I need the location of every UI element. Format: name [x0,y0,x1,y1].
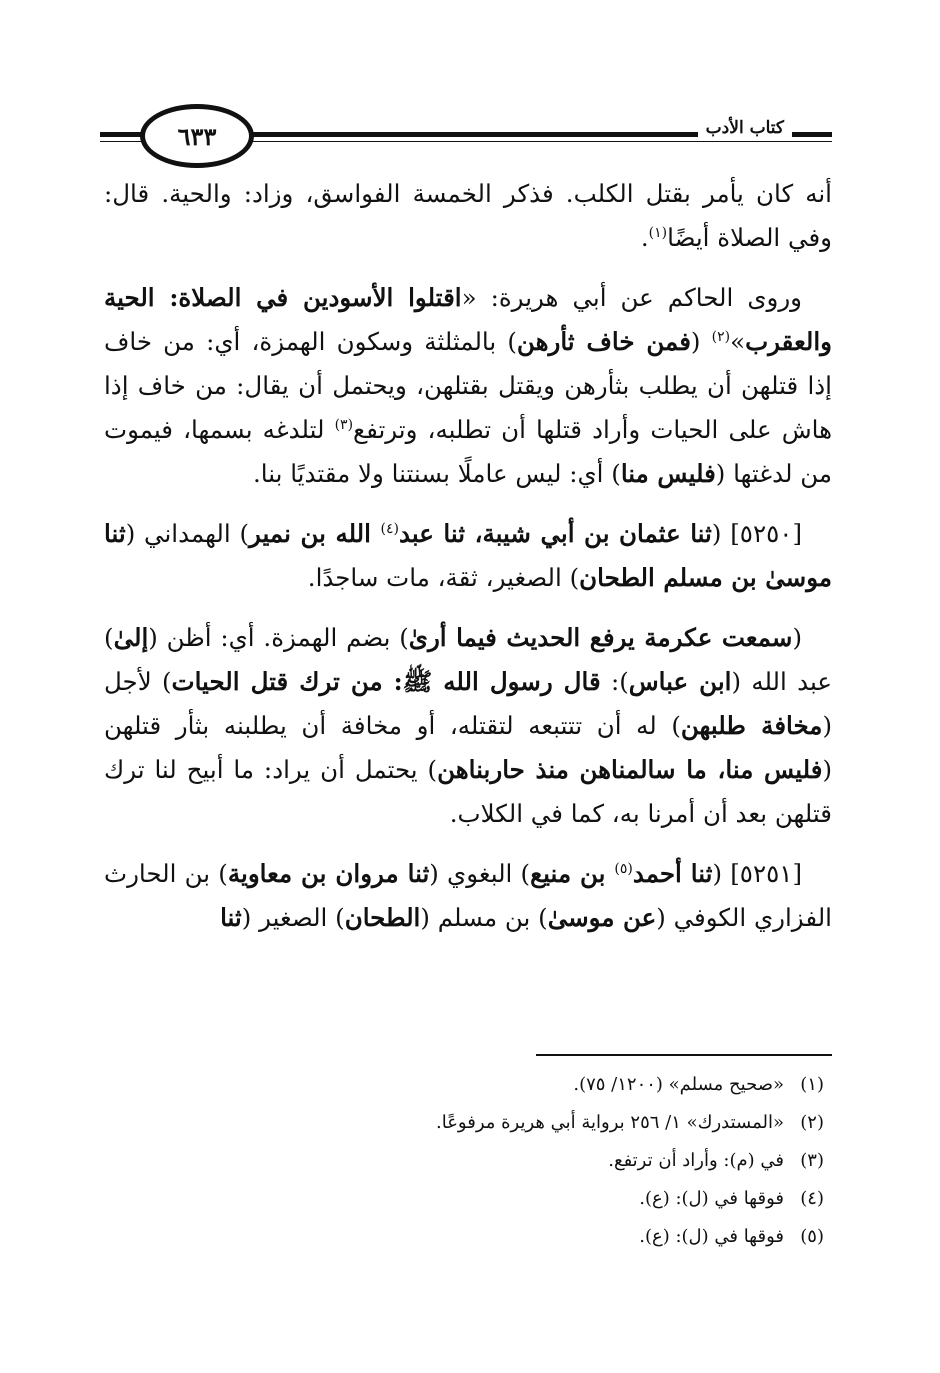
main-text [104,172,832,956]
paragraph [104,616,832,836]
text-run: ) بن مسلم ( [420,903,548,932]
text-run: لتلدغه بسمها، فيموت من لدغتها ( [104,415,832,488]
bold-text: ثنا أحمد [632,859,713,888]
paragraph [104,276,832,496]
footnote-number: (٣) [800,1150,824,1171]
footnote-number: (٢) [800,1112,824,1133]
bold-text: ابن عباس [628,667,732,696]
text-run: أنه كان يأمر بقتل الكلب. فذكر الخمسة الفواسق، وزاد: والحية. قال: وفي الصلاة أيضًا [104,179,832,252]
footnote-text: فوقها في (ل): (ع). [639,1226,784,1247]
bold-text: إلىٰ [113,623,149,652]
footnotes [104,1066,832,1256]
footnote [104,1104,832,1142]
paragraph [104,172,832,260]
text-run: ) بن الحارث الفزاري الكوفي ( [104,859,832,932]
footnote-text: في (م): وأراد أن ترتفع. [608,1150,784,1171]
text-run: ( [792,623,802,652]
bold-text: بن منيع [530,859,615,888]
bold-text: ثنا مروان بن معاوية [227,859,430,888]
footnote [104,1180,832,1218]
text-run: ) الهمداني ( [125,519,250,548]
text-run: ) له أن تتتبعه لتقتله، أو مخافة أن يطلبنه بثأر قتلهن ( [104,711,832,784]
text-run: ) بالمثلثة وسكون الهمزة، أي: من خاف إذا قتلهن أن يطلب بثأرهن ويقتل بقتلهن، ويحتمل أن يقال: من خاف إذا هاش على الحيات وأراد قتلها أن تطلبه، وترتفع [104,327,832,444]
footnote-ref: (٥) [614,860,633,877]
text-run: ) بضم الهمزة. أي: أظن ( [148,623,409,652]
text-run: ) البغوي ( [429,859,531,888]
footnote-text: «صحيح مسلم» (١٢٠٠/ ٧٥). [573,1074,784,1095]
bold-text: الطحان [344,903,421,932]
footnote-number: (١) [800,1074,824,1095]
footnote-ref: (١) [648,224,668,241]
text-run: ( [690,327,712,356]
page-number-badge [140,104,254,168]
footnote-ref: (٢) [711,328,731,345]
text-run: ) لأجل ( [104,667,832,740]
text-run: ) أي: ليس عاملًا بسنتنا ولا مقتديًا بنا. [252,459,621,488]
text-run: ) عبد الله ( [104,623,832,696]
text-run: ) يحتمل أن يراد: ما أبيح لنا ترك قتلهن بعد أن أمرنا به، كما في الكلاب. [104,755,832,828]
bold-text: فليس منا، ما سالمناهن منذ حاربناهن [437,755,823,784]
bold-text: ثنا موسىٰ بن مسلم الطحان [104,519,832,592]
page-number: ٦٣٣ [177,121,217,151]
text-run: . [640,223,649,252]
bold-text: الله بن نمير [249,519,381,548]
bold-text: ثنا [220,903,242,932]
footnote-number: (٥) [800,1226,824,1247]
footnote [104,1142,832,1180]
footnote-ref: (٣) [334,416,354,433]
footnote-separator [536,1054,832,1056]
text-run: ) الصغير، ثقة، مات ساجدًا. [307,563,580,592]
bold-text: قال رسول الله ﷺ: من ترك قتل الحيات [171,667,601,696]
footnote-text: فوقها في (ل): (ع). [639,1188,784,1209]
running-title: كتاب الأدب [698,118,792,138]
bold-text: عن موسىٰ [547,903,657,932]
text-run: ): [600,667,629,696]
paragraph [104,852,832,940]
bold-text: اقتلوا الأسودين في الصلاة: الحية والعقرب [104,283,832,356]
text-run: [٥٢٥٠] ( [711,519,802,548]
bold-text: فمن خاف ثأرهن [516,327,691,356]
bold-text: سمعت عكرمة يرفع الحديث فيما أرىٰ [408,623,793,652]
footnote-ref: (٤) [380,520,399,537]
footnote [104,1066,832,1104]
bold-text: مخافة طلبهن [680,711,823,740]
footnote-text: «المستدرك» ١/ ٢٥٦ برواية أبي هريرة مرفوعًا. [435,1112,784,1133]
text-run: وروى الحاكم عن أبي هريرة: « [461,283,802,312]
bold-text: فليس منا [620,459,716,488]
footnote-number: (٤) [800,1188,824,1209]
paragraph [104,512,832,600]
page-header [100,100,832,180]
text-run: ) الصغير ( [241,903,345,932]
footnote [104,1218,832,1256]
text-run: » [730,327,746,356]
text-run: [٥٢٥١] ( [712,859,802,888]
bold-text: ثنا عثمان بن أبي شيبة، ثنا عبد [398,519,712,548]
